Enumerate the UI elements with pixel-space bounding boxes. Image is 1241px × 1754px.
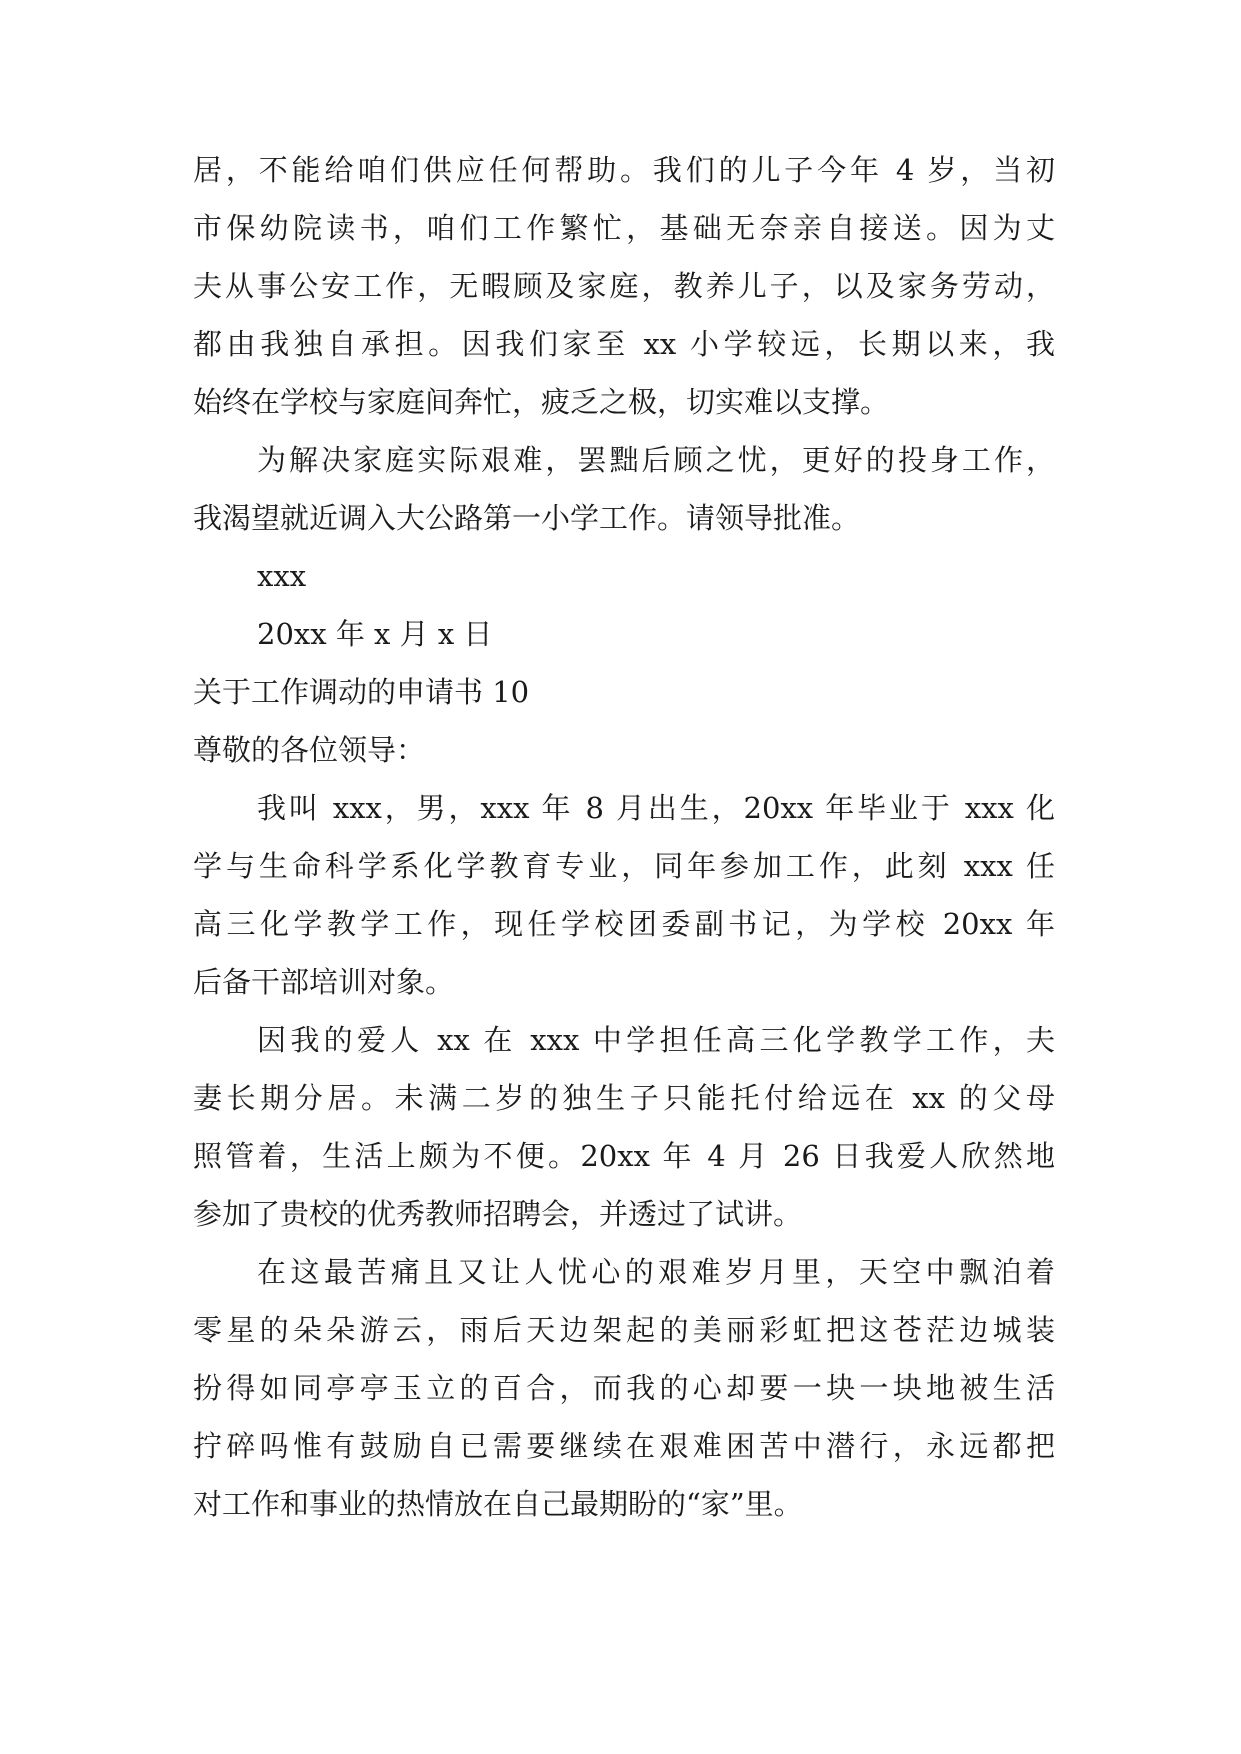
text-line: 后备干部培训对象。 bbox=[193, 965, 455, 999]
text-line: 对工作和事业的热情放在自己最期盼的“家”里。 bbox=[193, 1487, 803, 1521]
signature-date: 20xx 年 x 月 x 日 bbox=[257, 617, 493, 651]
salutation: 尊敬的各位领导： bbox=[193, 733, 426, 767]
text-line: 参加了贵校的优秀教师招聘会，并透过了试讲。 bbox=[193, 1197, 803, 1231]
text-line: 高三化学教学工作，现任学校团委副书记，为学校 20xx 年 bbox=[193, 907, 1055, 941]
text-line: 拧碎吗惟有鼓励自已需要继续在艰难困苦中潜行，永远都把 bbox=[193, 1429, 1055, 1463]
text-line: 居，不能给咱们供应任何帮助。我们的儿子今年 4 岁，当初 bbox=[193, 153, 1055, 187]
section-title: 关于工作调动的申请书 10 bbox=[193, 675, 530, 709]
text-line: 照管着，生活上颇为不便。20xx 年 4 月 26 日我爱人欣然地 bbox=[193, 1139, 1055, 1173]
text-line: 学与生命科学系化学教育专业，同年参加工作，此刻 xxx 任 bbox=[193, 849, 1055, 883]
signature-name: xxx bbox=[257, 559, 307, 593]
text-line: 都由我独自承担。因我们家至 xx 小学较远，长期以来，我 bbox=[193, 327, 1055, 361]
text-line: 在这最苦痛且又让人忧心的艰难岁月里，天空中飘泊着 bbox=[257, 1255, 1055, 1289]
text-line: 为解决家庭实际艰难，罢黜后顾之忧，更好的投身工作， bbox=[257, 443, 1055, 477]
text-line: 我叫 xxx，男，xxx 年 8 月出生，20xx 年毕业于 xxx 化 bbox=[257, 791, 1055, 825]
text-line: 始终在学校与家庭间奔忙，疲乏之极，切实难以支撑。 bbox=[193, 385, 890, 419]
text-line: 我渴望就近调入大公路第一小学工作。请领导批准。 bbox=[193, 501, 861, 535]
text-line: 因我的爱人 xx 在 xxx 中学担任高三化学教学工作，夫 bbox=[257, 1023, 1055, 1057]
text-line: 市保幼院读书，咱们工作繁忙，基础无奈亲自接送。因为丈 bbox=[193, 211, 1055, 245]
text-line: 零星的朵朵游云，雨后天边架起的美丽彩虹把这苍茫边城装 bbox=[193, 1313, 1055, 1347]
text-line: 夫从事公安工作，无暇顾及家庭，教养儿子，以及家务劳动， bbox=[193, 269, 1055, 303]
text-line: 妻长期分居。未满二岁的独生子只能托付给远在 xx 的父母 bbox=[193, 1081, 1055, 1115]
text-line: 扮得如同亭亭玉立的百合，而我的心却要一块一块地被生活 bbox=[193, 1371, 1055, 1405]
